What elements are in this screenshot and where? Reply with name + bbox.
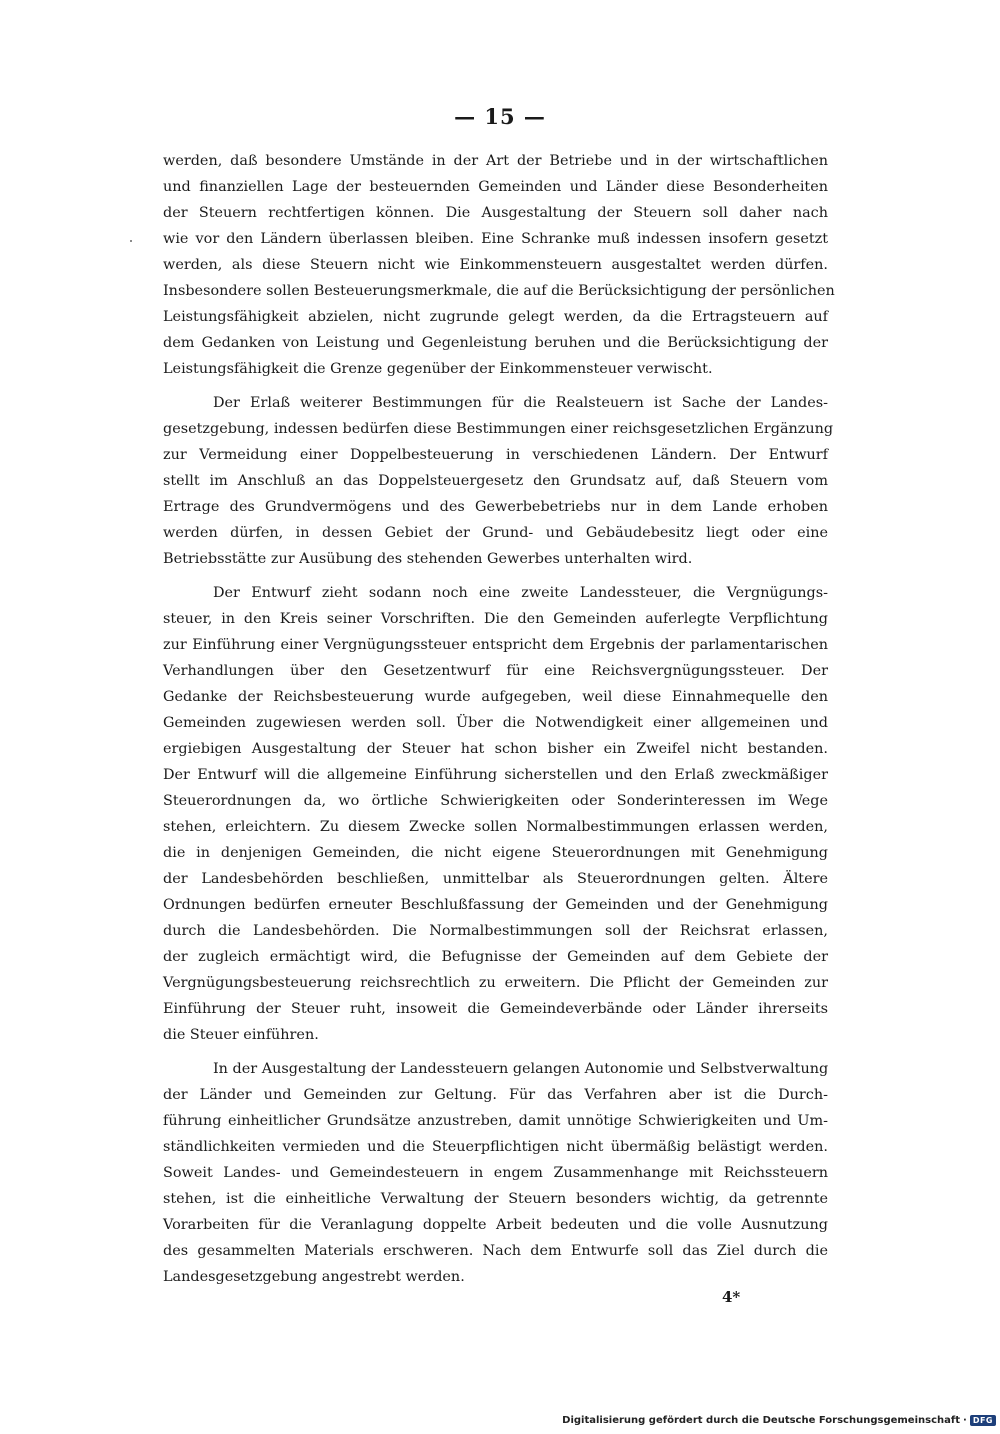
dfg-logo-icon: DFG: [970, 1415, 996, 1426]
text-line: Insbesondere sollen Besteuerungsmerkmale, die auf die Berücksichtigung der persönlichen: [163, 283, 835, 299]
text-line: Vorarbeiten für die Veranlagung doppelte Arbeit bedeuten und die volle Ausnutzung: [163, 1217, 828, 1233]
text-line: zur Einführung einer Vergnügungssteuer entspricht dem Ergebnis der parlamentarischen: [163, 637, 828, 653]
text-line: der Landesbehörden beschließen, unmittelbar als Steuerordnungen gelten. Ältere: [163, 871, 828, 887]
text-line: wie vor den Ländern überlassen bleiben. Eine Schranke muß indessen insofern gesetzt: [163, 231, 828, 247]
text-line: gesetzgebung, indessen bedürfen diese Bestimmungen einer reichsgesetzlichen Ergänzung: [163, 421, 834, 437]
footer-credit-text: Digitalisierung gefördert durch die Deutsche Forschungsgemeinschaft: [562, 1415, 961, 1426]
text-line: stellt im Anschluß an das Doppelsteuergesetz den Grundsatz auf, daß Steuern vom: [163, 473, 828, 489]
text-line: die Steuer einführen.: [163, 1027, 319, 1043]
text-line: Gedanke der Reichsbesteuerung wurde aufgegeben, weil diese Einnahmequelle den: [163, 689, 828, 705]
paragraph: [163, 390, 834, 572]
text-line: Vergnügungsbesteuerung reichsrechtlich zu erweitern. Die Pflicht der Gemeinden zur: [163, 975, 828, 991]
text-line: Der Entwurf zieht sodann noch eine zweite Landessteuer, die Vergnügungs-: [213, 585, 828, 601]
text-line: ergiebigen Ausgestaltung der Steuer hat schon bisher ein Zweifel nicht bestanden.: [163, 741, 828, 757]
text-line: Gemeinden zugewiesen werden soll. Über die Notwendigkeit einer allgemeinen und: [163, 715, 828, 731]
text-line: Steuerordnungen da, wo örtliche Schwierigkeiten oder Sonderinteressen im Wege: [163, 793, 828, 809]
text-line: Der Entwurf will die allgemeine Einführung sicherstellen und den Erlaß zweckmäßiger: [163, 767, 828, 783]
text-line: stehen, erleichtern. Zu diesem Zwecke sollen Normalbestimmungen erlassen werden,: [163, 819, 828, 835]
text-line: der Länder und Gemeinden zur Geltung. Für das Verfahren aber ist die Durch-: [163, 1087, 828, 1103]
text-line: Leistungsfähigkeit abzielen, nicht zugrunde gelegt werden, da die Ertragsteuern auf: [163, 309, 828, 325]
text-line: zur Vermeidung einer Doppelbesteuerung in verschiedenen Ländern. Der Entwurf: [163, 447, 828, 463]
text-line: Ertrage des Grundvermögens und des Gewerbebetriebs nur in dem Lande erhoben: [163, 499, 828, 515]
text-line: werden, daß besondere Umstände in der Art der Betriebe und in der wirtschaftlichen: [163, 153, 828, 169]
text-line: steuer, in den Kreis seiner Vorschriften. Die den Gemeinden auferlegte Verpflichtung: [163, 611, 828, 627]
text-line: Leistungsfähigkeit die Grenze gegenüber der Einkommensteuer verwischt.: [163, 361, 713, 377]
text-line: des gesammelten Materials erschweren. Nach dem Entwurfe soll das Ziel durch die: [163, 1243, 828, 1259]
text-line: Betriebsstätte zur Ausübung des stehenden Gewerbes unterhalten wird.: [163, 551, 693, 567]
text-line: und finanziellen Lage der besteuernden Gemeinden und Länder diese Besonderheiten: [163, 179, 828, 195]
text-line: Landesgesetzgebung angestrebt werden.: [163, 1269, 465, 1285]
text-line: werden dürfen, in dessen Gebiet der Grund- und Gebäudebesitz liegt oder eine: [163, 525, 828, 541]
paragraph: [163, 1056, 828, 1290]
text-line: Ordnungen bedürfen erneuter Beschlußfassung der Gemeinden und der Genehmigung: [163, 897, 828, 913]
text-line: der Steuern rechtfertigen können. Die Ausgestaltung der Steuern soll daher nach: [163, 205, 828, 221]
text-line: führung einheitlicher Grundsätze anzustreben, damit unnötige Schwierigkeiten und Um-: [163, 1113, 828, 1129]
text-line: Einführung der Steuer ruht, insoweit die Gemeindeverbände oder Länder ihrerseits: [163, 1001, 828, 1017]
digitization-footer: Digitalisierung gefördert durch die Deutsche Forschungsgemeinschaft · DFG: [562, 1415, 996, 1426]
printer-signature-mark: 4*: [722, 1288, 741, 1306]
text-line: die in denjenigen Gemeinden, die nicht eigene Steuerordnungen mit Genehmigung: [163, 845, 828, 861]
margin-mark: [130, 240, 132, 242]
paragraph: [163, 580, 828, 1048]
text-line: stehen, ist die einheitliche Verwaltung der Steuern besonders wichtig, da getrennte: [163, 1191, 828, 1207]
document-body: [163, 148, 835, 1290]
text-line: der zugleich ermächtigt wird, die Befugnisse der Gemeinden auf dem Gebiete der: [163, 949, 828, 965]
text-line: In der Ausgestaltung der Landessteuern gelangen Autonomie und Selbstverwaltung: [213, 1061, 829, 1077]
text-line: dem Gedanken von Leistung und Gegenleistung beruhen und die Berücksichtigung der: [163, 335, 828, 351]
page-number: — 15 —: [454, 104, 546, 129]
text-line: werden, als diese Steuern nicht wie Einkommensteuern ausgestaltet werden dürfen.: [163, 257, 828, 273]
text-line: Verhandlungen über den Gesetzentwurf für eine Reichsvergnügungssteuer. Der: [163, 663, 828, 679]
text-line: ständlichkeiten vermieden und die Steuerpflichtigen nicht übermäßig belästigt werden.: [163, 1139, 828, 1155]
paragraph: [163, 148, 835, 382]
text-line: Soweit Landes- und Gemeindesteuern in engem Zusammenhange mit Reichssteuern: [163, 1165, 828, 1181]
text-line: durch die Landesbehörden. Die Normalbestimmungen soll der Reichsrat erlassen,: [163, 923, 828, 939]
text-line: Der Erlaß weiterer Bestimmungen für die Realsteuern ist Sache der Landes-: [213, 395, 828, 411]
